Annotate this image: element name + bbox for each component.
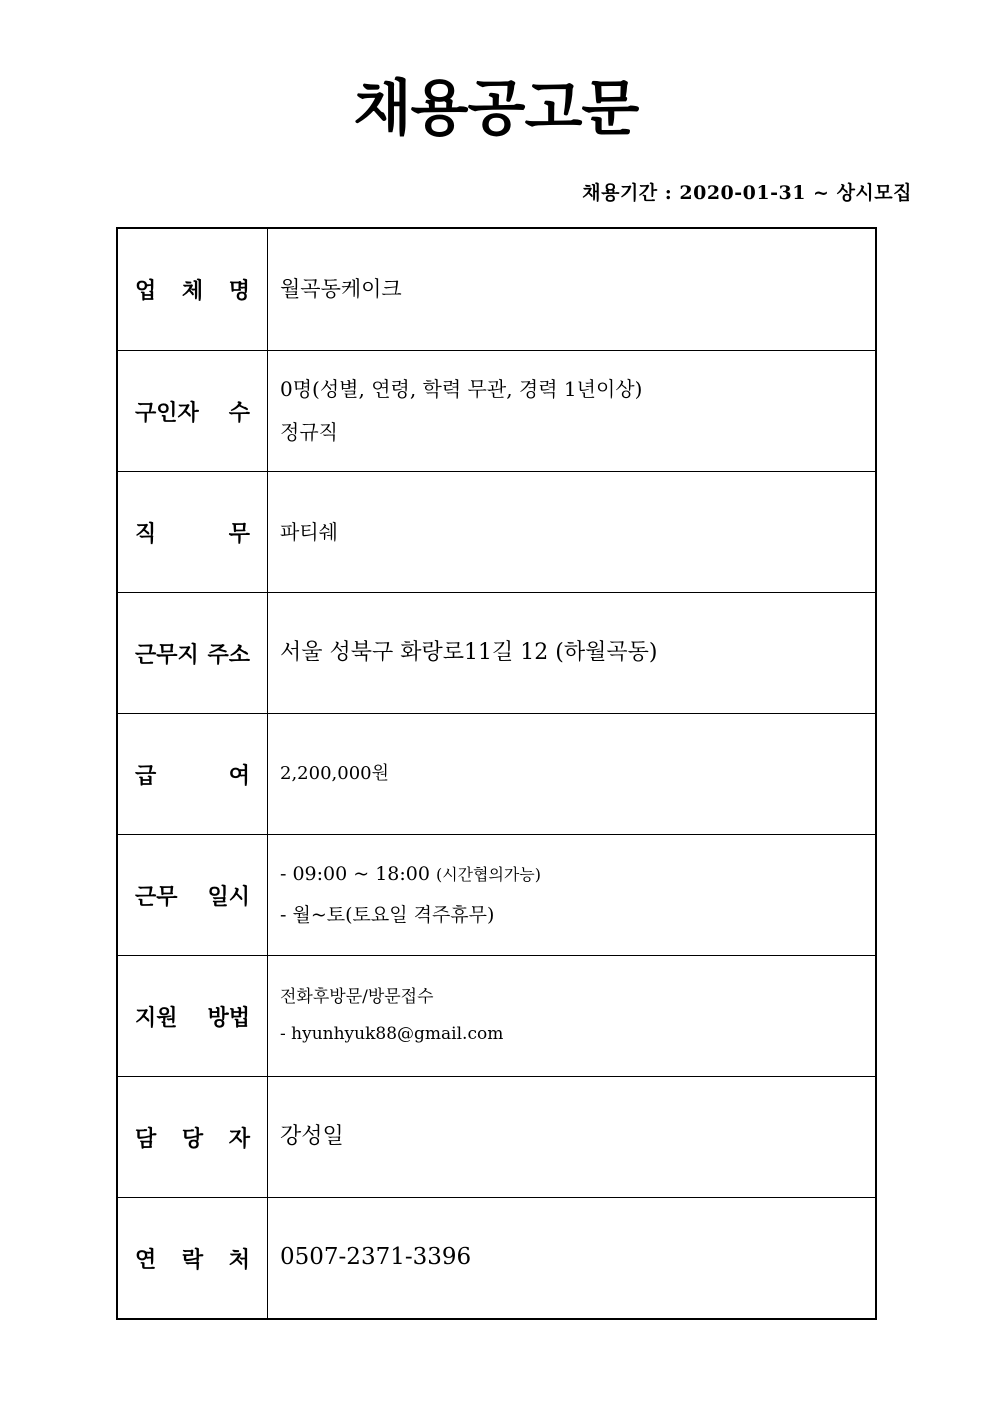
value-line [280, 1113, 867, 1160]
value-line [280, 854, 867, 895]
value-text: 강성일 [280, 1124, 344, 1150]
value-text: 서울 성북구 화랑로11길 12 (하월곡동) [280, 640, 658, 666]
row-value-cell [268, 229, 875, 350]
value-line [280, 411, 867, 454]
table-row [118, 229, 875, 350]
value-text: 0명(성별, 연령, 학력 무관, 경력 1년이상) [280, 377, 643, 401]
row-value-cell [268, 593, 875, 713]
value-text: - 월~토(토요일 격주휴무) [280, 904, 495, 926]
row-header-cell [118, 1198, 268, 1318]
value-line [280, 979, 867, 1016]
row-value-cell [268, 714, 875, 834]
value-line [280, 895, 867, 936]
value-text: 정규직 [280, 420, 338, 444]
page-title: 채용공고문 [353, 74, 639, 144]
row-header-cell [118, 1077, 268, 1197]
row-header-cell [118, 714, 268, 834]
value-line [280, 1233, 867, 1282]
row-header-label: 담 당 자 [135, 1125, 250, 1152]
row-header-label: 직 무 [135, 520, 250, 547]
value-text: 0507-2371-3396 [280, 1244, 472, 1271]
value-line [280, 267, 867, 312]
value-text: - 09:00 ~ 18:00 [280, 863, 437, 886]
row-header-label: 업 체 명 [135, 278, 250, 304]
row-header-label: 연 락 처 [135, 1246, 250, 1273]
row-value-cell [268, 1198, 875, 1318]
value-line [280, 1016, 867, 1053]
row-header-cell [118, 351, 268, 471]
row-value-cell [268, 1077, 875, 1197]
row-value-cell [268, 472, 875, 592]
recruitment-period: 채용기간 : 2020-01-31 ~ 상시모집 [582, 182, 912, 204]
table-row [118, 834, 875, 955]
row-header-cell [118, 593, 268, 713]
value-text: - hyunhyuk88@gmail.com [280, 1024, 504, 1044]
table-row [118, 592, 875, 713]
row-header-cell [118, 472, 268, 592]
table-row [118, 955, 875, 1076]
value-text: 전화후방문/방문접수 [280, 987, 434, 1008]
row-header-cell [118, 956, 268, 1076]
row-header-cell [118, 835, 268, 955]
row-header-label: 구인자 수 [135, 399, 250, 426]
value-line [280, 511, 867, 554]
table-row [118, 713, 875, 834]
value-text: (시간협의가능) [436, 865, 541, 885]
value-line [280, 368, 867, 411]
table-row [118, 1197, 875, 1318]
table-row [118, 350, 875, 471]
row-header-label: 근무 일시 [135, 883, 250, 910]
row-header-cell [118, 229, 268, 350]
row-value-cell [268, 956, 875, 1076]
row-header-label: 근무지 주소 [135, 641, 250, 668]
job-info-table [116, 227, 877, 1320]
value-text: 월곡동케이크 [280, 276, 402, 301]
value-text: 2,200,000원 [280, 762, 389, 784]
row-value-cell [268, 351, 875, 471]
value-line [280, 755, 867, 794]
row-header-label: 지원 방법 [135, 1004, 250, 1031]
table-row [118, 471, 875, 592]
value-line [280, 629, 867, 676]
row-header-label: 급 여 [135, 762, 250, 789]
row-value-cell [268, 835, 875, 955]
value-text: 파티쉐 [280, 519, 338, 544]
table-row [118, 1076, 875, 1197]
